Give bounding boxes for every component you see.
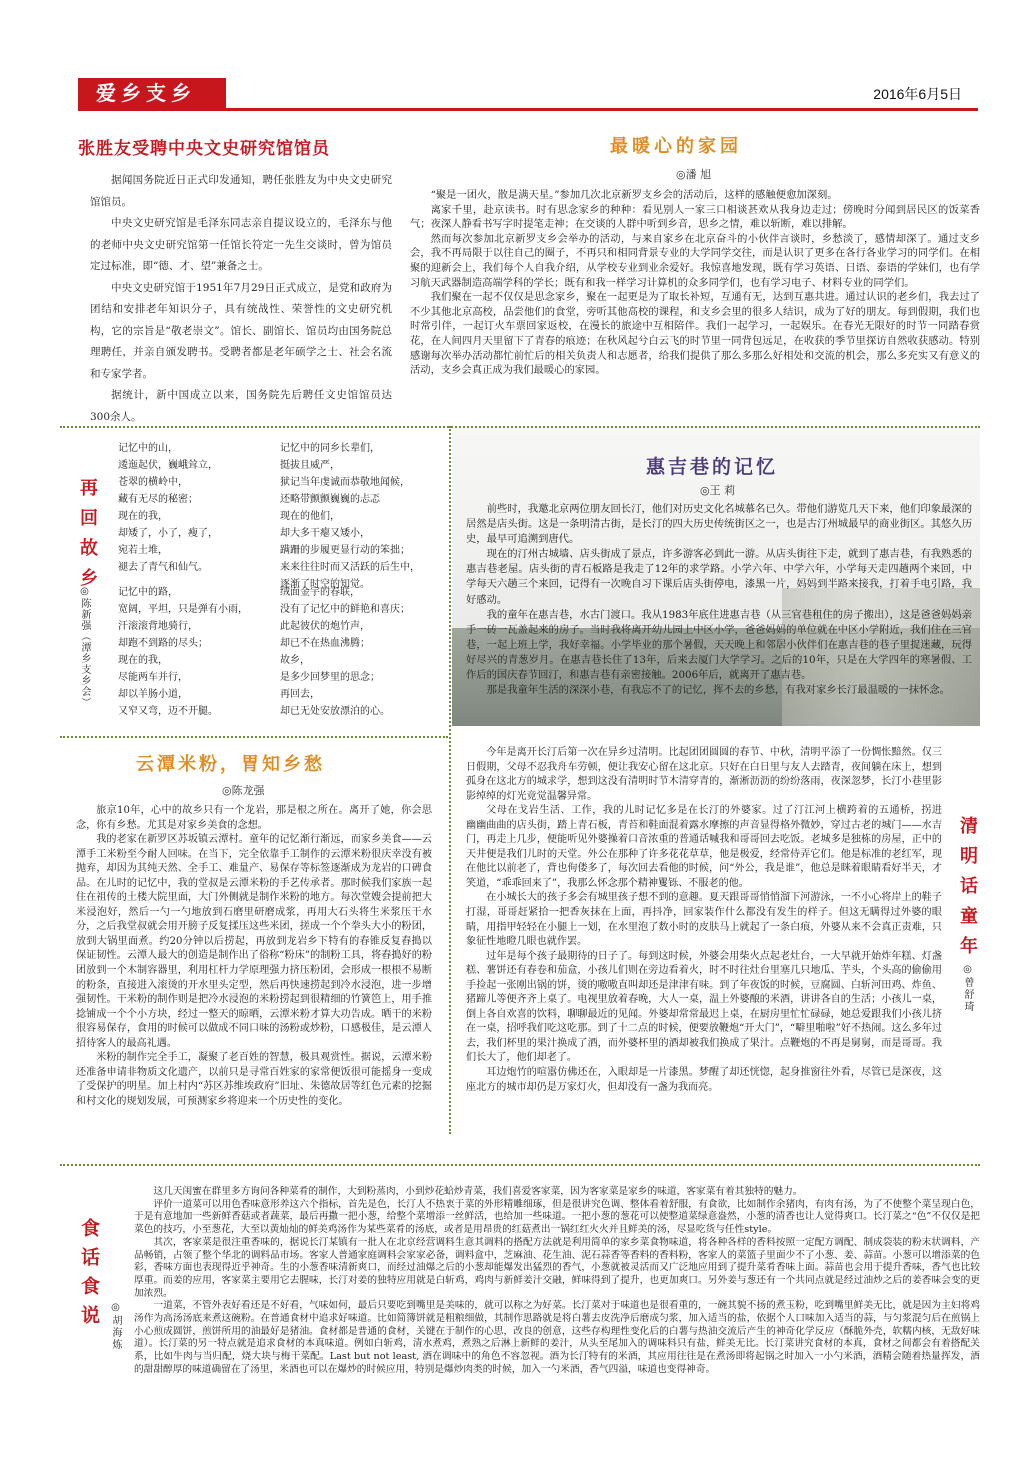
poem-line: 再回去， xyxy=(280,689,320,700)
article5-title: 云潭米粉，胃知乡愁 xyxy=(136,754,325,775)
title-char: 说 xyxy=(78,1305,100,1334)
title-char: 故 xyxy=(77,538,98,568)
article6-body xyxy=(466,746,963,1095)
title-char: 话 xyxy=(78,1247,100,1276)
title-char: 食 xyxy=(78,1276,100,1305)
title-char: 食 xyxy=(78,1218,100,1247)
poem-stanza xyxy=(280,584,445,720)
article7-paragraph: 其次，客家菜是很注重香味的，据说长汀某镇有一批人在北京经营调料生意其调料的搭配方法就是利用简单的家乡菜食物味道，将各种各样的香料按照一定配方调配、制成袋装的粉末状调料，产品畅销，占领了整个华北的调料品市场。客家人普通家庭调料会家家必备，调料盒中，芝麻油、花生油、泥石蒜香等香料的香料粉，客家人的菜篮子里面少不了小葱、姜、蒜苗。小葱可以增添菜的色彩，香味方面也表现得近乎神奇。生的小葱香味清新爽口，而经过油爆之后的小葱却能爆发出猛烈的香气，小葱就被灵活而又广泛地应用到了提升菜肴香味上面。蒜苗也会用于提升香味，香气也比较厚重。而姜的应用，客家菜主要用它去腥味，长汀对姜的独特应用就是白斩鸡，鸡肉与新鲜姜汁交融，鲜味得到了提升，也更加爽口。另外姜与葱还有一个共同点就是经过油炒之后的姜香味会变的更加浓烈。 xyxy=(134,1236,980,1299)
article2-paragraph: 离家千里，赴京读书。时有思念家乡的种种：看见别人一家三口相谈甚欢从我身边走过；傍晚时分闻到居民区的饭菜香气；夜深人静看书写字时提笔走神；在交谈的人群中听到乡音，思乡之情，难以斩断，难以排解。 xyxy=(410,203,980,231)
title-char: 明 xyxy=(957,846,978,876)
poem-line: 却跑不到路的尽头； xyxy=(118,638,208,649)
header-rule xyxy=(78,108,978,111)
issue-date: 2016年6月5日 xyxy=(873,86,962,102)
article4-paragraph: 现在的汀州古城墙、店头街成了景点，许多游客必到此一游。从店头街往下走，就到了惠吉巷，有我熟悉的惠吉巷老屋。店头街的青石板路是我走了12年的求学路。小学六年、中学六年，小学每天走四趟两个来回，中学每天六趟三个来回，记得有一次晚自习下课后店头街停电，漆黑一片，妈妈到半路来接我，打着手电引路，我好感动。 xyxy=(466,548,972,606)
poem-line: 逶迤起伏，巍峨耸立， xyxy=(118,460,218,471)
poem-line: 褪去了青气和仙气。 xyxy=(118,562,208,573)
article5-author: ◎陈龙强 xyxy=(222,784,265,797)
article1-paragraph: 中央文史研究馆于1951年7月29日正式成立，是党和政府为团结和安排老年知识分子，具有统战性、荣誉性的文史研究机构，它的宗旨是“敬老崇文”。馆长、副馆长、馆员均由国务院总理聘任，并亲自颁发聘书。受聘者都是老年硕学之士、社会名流和专家学者。 xyxy=(90,281,392,380)
title-char: 再 xyxy=(77,478,98,508)
poem-line: 绒面金宇的春联， xyxy=(280,587,360,598)
article1-paragraph: 据统计，新中国成立以来，国务院先后聘任文史馆馆员达300余人。 xyxy=(90,389,392,423)
poem-stanza xyxy=(118,584,278,720)
article5-paragraph: 我的老家在新罗区苏坂镇云潭村。童年的记忆渐行渐远，而家乡美食——云潭手工米粉至今耐人回味。在当下，完全依靠手工制作的云潭米粉很庆幸没有被抛弃，却因为其纯天然、全手工、难量产、易保存等标签逐渐成为龙岩的口碑食品。在儿时的记忆中，我的堂叔是云潭米粉的手艺传承者。那时候我们家族一起住在祖传的土楼大院里面，大门外侧就是制作米粉的地方。每次堂嫂会提前把大米浸泡好，然后一勺一勺地放到石磨里研磨成浆，再用大石头将生米浆压干水分，之后我堂叔就会用开膀子反复揉压这些米团，搓成一个个拳头大小的粉团，放到大锅里面煮。约20分钟以后捞起，再放到龙岩乡下特有的春锥反复舂搗以保证韧性。云潭人最大的创造是制作出了俗称“粉床”的制粉工具，将舂搗好的粉团放到一个木制容器里，利用杠杆力学原理强力挤压粉团，会形成一根根不易断的粉条，直接进入滚烫的开水里头定型，然后再快速捞起到冷水浸泡，进一步增强韧性。干米粉的制作则是把冷水浸泡的米粉捞起到很精细的竹簧笆上，用手推捻铺成一个个小方块，经过一整天的晾晒，云潭米粉才算大功告成。晒干的米粉很容易保存，食用的时候可以做成不同口味的汤粉或炒粉，口感极佳，是云潭人招待客人的最高礼遇。 xyxy=(76,834,432,1049)
poem-line: 汗滚滚背地骑行， xyxy=(118,621,198,632)
title-char: 乡 xyxy=(77,568,98,598)
poem-stanza xyxy=(280,440,445,593)
section-divider xyxy=(60,736,448,738)
poem-line: 尽能两车并行， xyxy=(118,672,188,683)
poem-line: 还略带颤颤巍巍的忐忑 xyxy=(280,494,380,505)
article7-paragraph: 一道菜，不管外表好看还是不好看，气味如何，最后只要吃到嘴里是美味的，就可以称之为好菜。长汀菜对于味道也是很看重的，一碗其貌不扬的煮玉粉，吃到嘴里鲜美无比，就是因为主妇将鸡汤作为高汤汤底来煮这碗粉。在普通食材中追求好味道。比如简簿饼就是粗粮细做，其制作思路就是将白薯去皮洗净后磨成匀浆，加入适当的盐，依据个人口味加入适当的蒜，与匀浆混匀后在煎锅上小心煎成圆饼，煎饼所用的油最好是猪油。食材都是普通的食材，关键在于制作的心思，改良的创意，这些存构理性变化后的白薯与热油交流后产生的神奇化学反应（酥脆外壳，软糯内核，无敌好味道）。长汀菜的另一特点就是追求食材的本真味道。例如白斩鸡，清水煮鸡，煮熟之后淋上新鲜的姜汁，从头至尾加入的调味料只有盐，鲜美无比。长汀菜讲究食材的本真，食材之间都会有着搭配关系，比如牛肉与当归配，烧大块与梅干菜配。Last but not least, 酒在调味中的角色不容忽视。酒为长汀特有的米酒，其应用往往是在煮汤即将起锅之时加入一小勺米酒，酒精会随着热量挥发，酒的甜甜醇厚的味道确留在了汤里，米酒也可以在爆炒的时候应用，特别是爆炒肉类的时候，加入一勺米酒，香气四溢，味道也变得神奇。 xyxy=(134,1300,980,1375)
article2-author: ◎潘 旭 xyxy=(676,168,712,181)
article3-title xyxy=(74,478,100,598)
article4-paragraph: 前些时，我邀北京两位朋友回长汀，他们对历史文化名城慕名已久。带他们游览几天下来，他们印象最深的居然是店头街。这是一条明清古街，是长汀的四大历史传统街区之一，也是古汀州城最早的商业街区。其悠久历史，最早可追溯到唐代。 xyxy=(466,503,972,546)
poem-line: 现在的我， xyxy=(118,511,168,522)
poem-line: 来来往往时而又活跃的后生中， xyxy=(280,562,420,573)
poem-line: 宽阔，平坦，只是弹有小雨， xyxy=(118,604,248,615)
poem-line: 是多少回梦里的思念； xyxy=(280,672,380,683)
article7-author: ◎胡海炼 xyxy=(110,1302,121,1351)
article5-body xyxy=(76,804,432,1109)
article1-title: 张胜友受聘中央文史研究馆馆员 xyxy=(78,139,330,159)
poem-line: 记忆中的山， xyxy=(118,443,178,454)
article7-paragraph: 评价一道菜可以用色香味意形养这六个指标，首先是色，长汀人不热衷于菜的外形精雕细琢，但是很讲究色调、整体看着舒服，有食欲，比如制作余猪肉，有肉有汤，为了不使整个菜呈现白色，于是有意地加一些新鲜香菇或者蔬菜，最后再撒一把小葱，给整个菜增添一丝鲜活，也给加一些味道。一把小葱的葱花可以使整道菜绿意盎然，小葱的清香也让人觉得爽口。长汀菜之“色”不仅仅是把菜色的技巧，小至葱花，大至以黄灿灿的鲜美鸡汤作为某些菜肴的汤底，或者是用昂贵的红菇煮出一锅红红火火并且鲜美的汤，尽显吃货与任性style。 xyxy=(134,1198,980,1236)
poem-line: 记忆中的路， xyxy=(118,587,178,598)
poem-line: 狱记当年虔诚而恭敬地闻候， xyxy=(280,477,410,488)
poem-line: 却已不在热血沸腾； xyxy=(280,638,370,649)
poem-line: 苍翠的横岭中， xyxy=(118,477,188,488)
title-char: 年 xyxy=(957,936,978,966)
article6-paragraph: 耳边炮竹的喧嚣仿佛还在，入眼却是一片漆黑。梦醒了却还恍惚，起身推窗往外看，尽管已是深夜，这座北方的城市却仍是万家灯火，但却没有一盏为我而亮。 xyxy=(466,1067,942,1093)
article7-paragraph: 这几天闺蜜在群里多方询问各种菜肴的制作，大到粉蒸肉，小到炒花蛤炒青菜，我们喜爱客家菜，因为客家菜是家乡的味道，客家菜有着其独特的魅力。 xyxy=(153,1186,803,1197)
article4-body xyxy=(466,502,972,698)
article2-paragraph: 我们聚在一起不仅仅是思念家乡，聚在一起更是为了取长补短，互通有无，达到互惠共进。通过认识的老乡们，我去过了不少其他北京高校，品尝他们的食堂，旁听其他高校的课程，和支乡会里的很多人结识，成为了好的朋友。每到假期，我们也时常引伴，一起订火车票回家返校，在漫长的旅途中互相陪伴。我们一起学习，一起娱乐。在春光无限好的时节一同踏春赏花，在人间四月天里留下了青春的痕迹；在秋风起兮白云飞的时节里一同背包远足，在收获的季节里探访自然收获感动。特别感谢每次举办活动都忙前忙后的相关负责人和志愿者，给我们提供了那么多那么好相处和交流的机会，那么多充实又有意义的活动，支乡会真正成为我们最暖心的家园。 xyxy=(410,291,980,377)
article7-body xyxy=(134,1186,980,1377)
article2-title: 最暖心的家园 xyxy=(610,136,742,157)
poem-line: 却矮了，小了，瘦了， xyxy=(118,528,218,539)
poem-line: 宛若土堆， xyxy=(118,545,168,556)
title-char: 清 xyxy=(957,816,978,846)
poem-line: 挺拔且威严， xyxy=(280,460,340,471)
article6-paragraph: 今年是离开长汀后第一次在异乡过清明。比起团团圆圆的春节、中秋，清明平添了一份惆怅黯然。仅三日假期，父母不忍我舟车劳顿，便让我安心留在这北京。只好在白日里与友人去踏青，夜间躺在床上，想到孤身在这北方的城求学，想到这没有清明时节木清穿青的，渐淅沥沥的纷纷落雨，夜深忽梦，长汀小巷里影影绰绰的灯光竟觉温馨异常。 xyxy=(466,747,942,802)
poem-line: 没有了记忆中的鲜艳和喜庆； xyxy=(280,604,410,615)
article3-author: ◎陈新强（潭乡支乡会） xyxy=(79,586,90,708)
article4-title: 惠吉巷的记忆 xyxy=(646,456,779,478)
section-banner: 爱乡支乡 xyxy=(78,78,226,108)
poem-line: 逐渐了时空的知觉。 xyxy=(280,579,370,590)
article7-title xyxy=(76,1218,103,1334)
poem-line: 却已无处安放漂泊的心。 xyxy=(280,706,390,717)
poem-line: 却以羊肠小道， xyxy=(118,689,188,700)
poem-line: 记忆中的同乡长辈们， xyxy=(280,443,380,454)
poem-line: 故乡， xyxy=(280,655,310,666)
article6-paragraph: 在小城长大的孩子多会有城里孩子想不到的意趣。夏天跟哥哥悄悄溜下河游泳，一不小心将岸上的鞋子打湿，哥哥赶紧拾一把香灰抹在上面，再抖净，回家装作什么都没有发生的样子。但这无瞒得过外婆的眼睛，用指甲轻轻在小腿上一划，在水里泡了数小时的皮肤马上就起了一条白痕，外婆从来不会真正责难，只象征性地瞪几眼也就作罢。 xyxy=(466,892,942,948)
article6-author: ◎曾舒琦 xyxy=(962,964,973,1013)
article5-paragraph: 旅京10年，心中的故乡只有一个龙岩，那是根之所在。离开了她，你会思念，你有乡愁。尤其是对家乡美食的念想。 xyxy=(76,805,432,831)
poem-line: 此起彼伏的炮竹声， xyxy=(280,621,370,632)
article6-paragraph: 过年是每个孩子最期待的日子了。每到这时候，外婆会用柴火点起老灶台，一大早就开始炸年糕、灯盏糕、薯饼还有春卷和茄盒，小孩儿们则在旁边看着火，时不时往灶台里塞几只地瓜、芋头，个头高的偷偷用手捡起一张刚出锅的饼，烫的嗷嗷直叫却还是津津有味。到了年夜饭的时候，豆腐圆、白斩河田鸡、炸鱼、猪蹄儿等便齐齐上桌了。电视里放着春晚，大人一桌，温上外婆酿的米酒，讲讲各自的生活；小孩儿一桌，倒上各自欢喜的饮料，聊聊最近的见闻。外婆却常常最迟上桌，在厨房里忙忙碌碌，她总爱跟我们小孩儿挤在一桌，招呼我们吃这吃那。到了十二点的时候，便要放鞭炮“开大门”，“噼里啪啦”好不热闹。这么多年过去，我们杯里的果汁换成了酒，而外婆杯里的酒却被我们换成了果汁。点鞭炮的不再是舅舅，而是哥哥。我们长大了，他们却老了。 xyxy=(466,950,942,1064)
article6-title xyxy=(954,816,980,966)
article2-paragraph: “聚是一团火，散是满天星。”参加几次北京新罗支乡会的活动后，这样的感触便愈加深刻。 xyxy=(430,189,838,201)
article1-paragraph: 据闻国务院近日正式印发通知，聘任张胜友为中央文史研究馆馆员。 xyxy=(90,174,392,208)
poem-line: 藏有无尽的秘密； xyxy=(118,494,198,505)
poem-stanza xyxy=(118,440,268,576)
section-divider xyxy=(60,1164,980,1166)
article1-body xyxy=(90,170,392,428)
poem-line: 又窄又弯，迈不开腿。 xyxy=(118,706,218,717)
article4-paragraph: 我的童年在惠吉巷，水古门渡口。我从1983年底住进惠吉巷（从三官巷租住的房子搬出），这是爸爸妈妈亲手一砖一瓦盖起来的房子。当时我将离开幼儿园上中区小学，爸爸妈妈的单位就在中区小学附近，我们住在三官巷，一起上班上学，我好幸福。小学毕业的那个暑假，天天晚上和邻居小伙伴们在惠吉巷的巷子里捉迷藏，玩得好尽兴的青葱岁月。在惠吉巷长住了13年，后来去厦门大学学习。之后的10年，只是在大学四年的寒暑假、工作后的国庆春节回汀，和惠吉巷有亲密接触。2006年后，就离开了惠吉巷。 xyxy=(466,608,972,682)
column-divider xyxy=(449,426,451,1134)
poem-line: 现在的他们， xyxy=(280,511,340,522)
article4-paragraph: 那是我童年生活的深深小巷，有我忘不了的记忆，挥不去的乡愁，有我对家乡长汀最温暖的一抹怀念。 xyxy=(486,684,950,697)
poem-line: 蹒跚的步履更显行动的笨拙； xyxy=(280,545,410,556)
title-char: 童 xyxy=(957,906,978,936)
article6-paragraph: 父母在戈岩生活、工作，我的儿时记忆多是在长汀的外婆家。过了汀江河上横跨着的五通桥，拐进 幽幽曲曲的店头街，踏上青石板，青苔和鞋面混着露水摩擦的声音显得格外微妙，穿过古老的城门——水吉门，再走上几步，便能听见外婆操着口音浓重的普通话喊我和哥哥回去吃饭。老城多是独栋的房屋，正中的天井便是我们儿时的天堂。外公在那种了许多花花草草，他是极爱，经常侍弄它们。他是标准的老红军，现在他比以前老了，背也佝偻多了，每次回去看他的时候，问“外公，我是谁”，他总是眯着眼睛看好半天，才笑道，“乖乖回来了”，我那么怀念那个精神矍铄、不服老的他。 xyxy=(466,805,963,889)
article2-body xyxy=(410,188,980,378)
article5-paragraph: 米粉的制作完全手工，凝聚了老百姓的智慧，极具观赏性。据说，云潭米粉还准备申请非物质文化遗产，以前只是寻常百姓家的家常便饭很可能摇身一变成了受保护的明星。加上村内“苏区苏维埃政府”旧址、朱德故居等红色元素的挖掘和村文化的规划发展，可预测家乡将迎来一个历史性的变化。 xyxy=(76,1052,432,1107)
article2-paragraph: 然而每次参加北京新罗支乡会举办的活动，与来自家乡在北京奋斗的小伙伴言谈时，乡愁淡了，感情却深了。通过支乡会，我不再局限于以往自己的圈子，不再只和相同背景专业的大学同学交往，而是认识了更多在各行各业学习的同学们。在相聚的迎新会上，我们每个人自我介绍，从学校专业到业余爱好。我惊喜地发现，既有学习英语、日语、泰语的学妹们，也有学习航天武器制造高端学科的学长；既有和我一样学习计算机的众多同学们，也有学习电子、材料专业的同学们。 xyxy=(410,232,980,289)
poem-line: 现在的我， xyxy=(118,655,168,666)
poem-line: 却大多干瘪又矮小， xyxy=(280,528,370,539)
article4-author: ◎王 莉 xyxy=(700,484,736,497)
article1-paragraph: 中央文史研究馆是毛泽东同志亲自提议设立的，毛泽东与他的老师中央文史研究馆第一任馆长符定一先生交谈时，曾为馆员定过标准，即“德、才、望”兼备之士。 xyxy=(90,217,392,272)
title-char: 回 xyxy=(77,508,98,538)
title-char: 话 xyxy=(957,876,978,906)
